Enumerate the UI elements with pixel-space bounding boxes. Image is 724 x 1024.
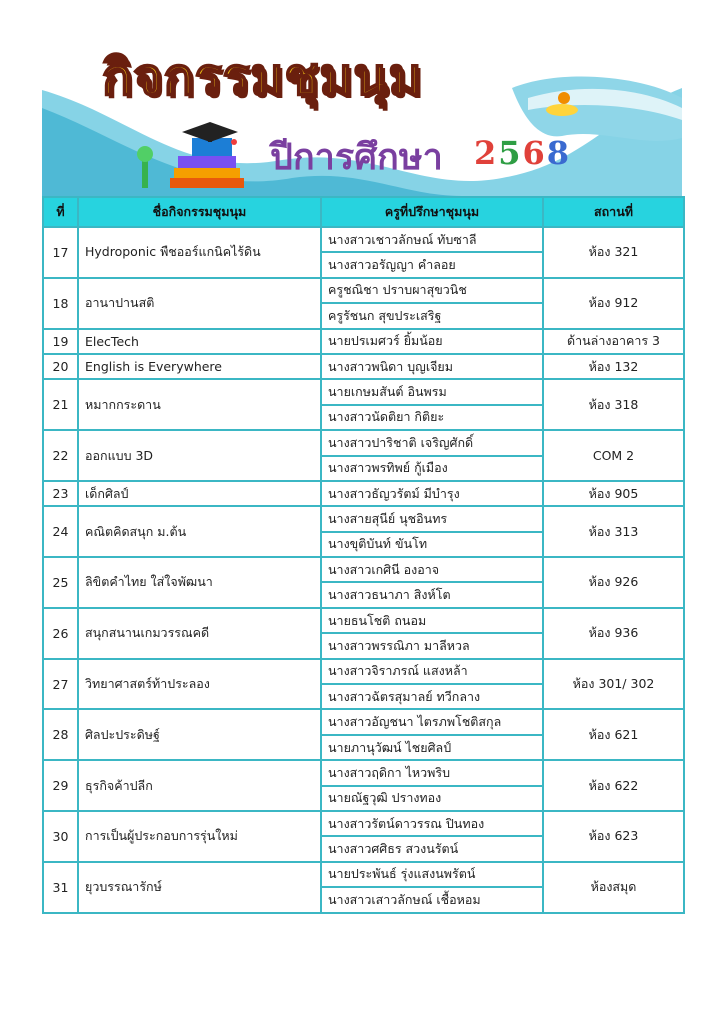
teacher-name: นางสาวเชาวลักษณ์ ทับซาลี: [321, 227, 543, 252]
teacher-name: ครูรัชนก สุขประเสริฐ: [321, 303, 543, 328]
table-row: [43, 862, 684, 887]
club-name: ElecTech: [78, 329, 321, 354]
year-digit: 5: [498, 134, 523, 172]
column-header-no: ที่: [43, 197, 78, 227]
banner-year-text: [474, 134, 571, 172]
year-digit: 8: [546, 134, 572, 172]
club-name: การเป็นผู้ประกอบการรุ่นใหม่: [78, 811, 321, 862]
club-name: หมากกระดาน: [78, 379, 321, 430]
table-row: [43, 506, 684, 531]
club-name: ศิลปะประดิษฐ์: [78, 709, 321, 760]
teacher-name: นางสาวปาริชาติ เจริญศักดิ์: [321, 430, 543, 455]
table-row: [43, 354, 684, 379]
teacher-name: นางสาวรัตน์ดาวรรณ ปินทอง: [321, 811, 543, 836]
banner-title: กิจกรรมชุมนุม: [102, 48, 423, 106]
club-location: ห้อง 313: [543, 506, 684, 557]
club-location: ห้อง 318: [543, 379, 684, 430]
table-row: [43, 811, 684, 836]
teacher-name: นางสาวธัญวรัตม์ มีบำรุง: [321, 481, 543, 506]
club-name: สนุกสนานเกมวรรณคดี: [78, 608, 321, 659]
club-name: วิทยาศาสตร์ท้าประลอง: [78, 659, 321, 710]
row-number: 24: [43, 506, 78, 557]
column-header-teacher: ครูที่ปรึกษาชุมนุม: [321, 197, 543, 227]
teacher-name: นายภานุวัฒน์ ไชยศิลป์: [321, 735, 543, 760]
club-name: Hydroponic พืชออร์แกนิคไร้ดิน: [78, 227, 321, 278]
club-table: [42, 196, 685, 914]
row-number: 17: [43, 227, 78, 278]
row-number: 28: [43, 709, 78, 760]
table-row: [43, 227, 684, 252]
table-row: [43, 379, 684, 404]
club-location: ด้านล่างอาคาร 3: [543, 329, 684, 354]
year-digit: 6: [522, 134, 547, 172]
year-digit: 2: [474, 134, 499, 172]
teacher-name: นางสาวอรัญญา คำลอย: [321, 252, 543, 277]
row-number: 19: [43, 329, 78, 354]
row-number: 29: [43, 760, 78, 811]
surfer-icon: [546, 104, 578, 116]
column-header-club: ชื่อกิจกรรมชุมนุม: [78, 197, 321, 227]
teacher-name: นายประพันธ์ รุ่งแสงนพรัตน์: [321, 862, 543, 887]
table-row: [43, 659, 684, 684]
table-row: [43, 481, 684, 506]
row-number: 25: [43, 557, 78, 608]
teacher-name: นางสาวพนิดา บุญเจียม: [321, 354, 543, 379]
club-name: คณิตคิดสนุก ม.ต้น: [78, 506, 321, 557]
teacher-name: นายณัฐวุฒิ ปรางทอง: [321, 786, 543, 811]
row-number: 18: [43, 278, 78, 329]
teacher-name: นายธนโชติ ถนอม: [321, 608, 543, 633]
row-number: 20: [43, 354, 78, 379]
club-location: ห้อง 321: [543, 227, 684, 278]
club-location: ห้อง 132: [543, 354, 684, 379]
table-row: [43, 329, 684, 354]
teacher-name: นางสาวธนาภา สิงห์โต: [321, 582, 543, 607]
teacher-name: นางสาวพรรณิภา มาลีหวล: [321, 633, 543, 658]
club-name: English is Everywhere: [78, 354, 321, 379]
club-location: ห้องสมุด: [543, 862, 684, 913]
row-number: 27: [43, 659, 78, 710]
table-row: [43, 430, 684, 455]
teacher-name: นางสาวศศิธร สวงนรัตน์: [321, 836, 543, 861]
club-location: COM 2: [543, 430, 684, 481]
club-name: เด็กศิลป์: [78, 481, 321, 506]
club-location: ห้อง 622: [543, 760, 684, 811]
table-header-row: [43, 197, 684, 227]
teacher-name: นางสาวจิราภรณ์ แสงหล้า: [321, 659, 543, 684]
teacher-name: ครูชณิชา ปราบผาสุขวนิช: [321, 278, 543, 303]
table-body: [43, 227, 684, 913]
teacher-name: นายปรเมศวร์ ยิ้มน้อย: [321, 329, 543, 354]
teacher-name: นางสาวพรทิพย์ กู้เมือง: [321, 456, 543, 481]
teacher-name: นางสายสุนีย์ นุชอินทร: [321, 506, 543, 531]
club-name: ยุวบรรณารักษ์: [78, 862, 321, 913]
table-row: [43, 608, 684, 633]
club-name: ธุรกิจค้าปลีก: [78, 760, 321, 811]
row-number: 21: [43, 379, 78, 430]
banner-year: [474, 134, 571, 172]
row-number: 23: [43, 481, 78, 506]
club-location: ห้อง 905: [543, 481, 684, 506]
teacher-name: นายเกษมสันต์ อินพรม: [321, 379, 543, 404]
club-location: ห้อง 912: [543, 278, 684, 329]
club-name: ลิขิตคำไทย ใส่ใจพัฒนา: [78, 557, 321, 608]
table-row: [43, 278, 684, 303]
table-row: [43, 557, 684, 582]
club-location: ห้อง 623: [543, 811, 684, 862]
column-header-place: สถานที่: [543, 197, 684, 227]
club-location: ห้อง 301/ 302: [543, 659, 684, 710]
teacher-name: นางสาวเสาวลักษณ์ เชื้อหอม: [321, 887, 543, 912]
teacher-name: นางสาวเกศินี องอาจ: [321, 557, 543, 582]
club-name: อานาปานสติ: [78, 278, 321, 329]
teacher-name: นางสาวอัญชนา ไตรภพโชติสกุล: [321, 709, 543, 734]
club-location: ห้อง 621: [543, 709, 684, 760]
teacher-name: นางสาวฤดิกา ไหวพริบ: [321, 760, 543, 785]
row-number: 31: [43, 862, 78, 913]
club-location: ห้อง 926: [543, 557, 684, 608]
teacher-name: นางขุติบันท์ ขันโท: [321, 532, 543, 557]
table-row: [43, 760, 684, 785]
row-number: 26: [43, 608, 78, 659]
row-number: 30: [43, 811, 78, 862]
row-number: 22: [43, 430, 78, 481]
banner-subtitle: ปีการศึกษา: [270, 137, 443, 178]
club-location: ห้อง 936: [543, 608, 684, 659]
teacher-name: นางสาวฉัตรสุมาลย์ ทวีกลาง: [321, 684, 543, 709]
header-banner: [42, 28, 682, 196]
table-row: [43, 709, 684, 734]
club-name: ออกแบบ 3D: [78, 430, 321, 481]
teacher-name: นางสาวนัดติยา กิติยะ: [321, 405, 543, 430]
